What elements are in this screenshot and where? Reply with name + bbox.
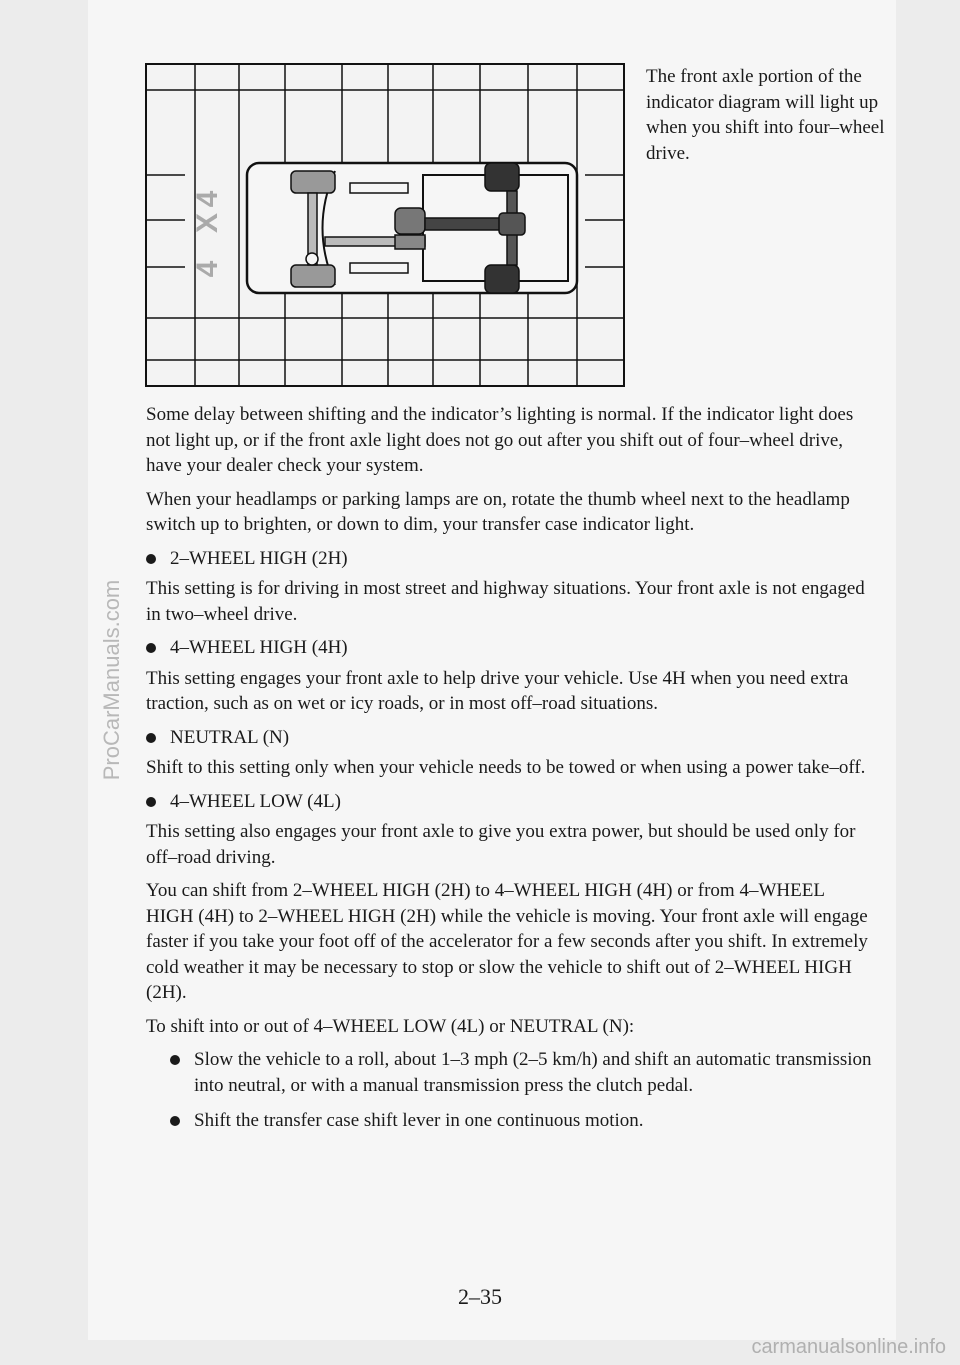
- label-char-top: 4: [191, 190, 224, 208]
- paragraph-steps-intro: To shift into or out of 4–WHEEL LOW (4L) or NEUTRAL (N):: [146, 1015, 635, 1037]
- step-text: Shift the transfer case shift lever in one continuous motion.: [194, 1110, 644, 1131]
- four-by-four-label: [191, 190, 224, 277]
- bullet-icon: [146, 554, 156, 564]
- front-right-wheel: [291, 265, 335, 287]
- bottom-watermark: carmanualsonline.info: [751, 1336, 946, 1358]
- diagram-caption: The front axle portion of the indicator diagram will light up when you shift into four–wheel drive.: [646, 66, 885, 164]
- setting-title-4l: [146, 789, 876, 815]
- transfer-case: [395, 208, 425, 234]
- body-text: [146, 402, 876, 1144]
- label-char-bottom: 4: [191, 260, 224, 278]
- paragraph-thumb-wheel: When your headlamps or parking lamps are on, rotate the thumb wheel next to the headlamp switch up to brighten, or down to dim, your transfer case indicator light.: [146, 488, 850, 535]
- paragraph-shifting-while-moving: You can shift from 2–WHEEL HIGH (2H) to 4–WHEEL HIGH (4H) or from 4–WHEEL HIGH (4H) to 2–WHEEL HIGH (2H) while the vehicle is moving. Your front axle will engage faster if you take your foot off of the accelerator for a few seconds after you shift. In extremely cold weather it may be necessary to stop or slow the vehicle to shift out of 2–WHEEL HIGH (2H).: [146, 880, 868, 1003]
- rear-right-wheel: [485, 265, 519, 293]
- setting-title-text: 4–WHEEL HIGH (4H): [170, 637, 348, 658]
- step-shift-lever: [170, 1108, 876, 1134]
- rear-left-wheel: [485, 163, 519, 191]
- setting-description-4h: This setting engages your front axle to help drive your vehicle. Use 4H when you need extra traction, such as on wet or icy roads, or in most off–road situations.: [146, 667, 849, 714]
- bullet-icon: [170, 1116, 180, 1126]
- bullet-icon: [146, 733, 156, 743]
- setting-title-2h: [146, 546, 876, 572]
- rear-differential: [499, 213, 525, 235]
- page-number: 2–35: [458, 1284, 502, 1309]
- bullet-icon: [170, 1055, 180, 1065]
- setting-description-neutral: Shift to this setting only when your vehicle needs to be towed or when using a power take–off.: [146, 757, 866, 778]
- setting-description-4l: This setting also engages your front axle to give you extra power, but should be used only for off–road driving.: [146, 821, 856, 868]
- front-left-wheel: [291, 171, 335, 193]
- bullet-icon: [146, 643, 156, 653]
- four-wheel-drive-indicator-diagram: [145, 63, 625, 387]
- bullet-icon: [146, 797, 156, 807]
- side-watermark: ProCarManuals.com: [99, 579, 124, 781]
- step-text: Slow the vehicle to a roll, about 1–3 mph (2–5 km/h) and shift an automatic transmission into neutral, or with a manual transmission press the clutch pedal.: [194, 1049, 872, 1096]
- setting-title-neutral: [146, 725, 876, 751]
- setting-title-4h: [146, 635, 876, 661]
- setting-title-text: NEUTRAL (N): [170, 726, 290, 748]
- setting-title-text: 2–WHEEL HIGH (2H): [170, 547, 348, 569]
- shift-steps-list: [170, 1047, 876, 1134]
- setting-description-2h: This setting is for driving in most street and highway situations. Your front axle is not engaged in two–wheel drive.: [146, 578, 865, 625]
- setting-title-text: 4–WHEEL LOW (4L): [170, 790, 341, 812]
- step-slow-vehicle: [170, 1047, 876, 1098]
- label-char-middle: X: [191, 212, 224, 234]
- paragraph-indicator-delay: Some delay between shifting and the indicator’s lighting is normal. If the indicator light does not light up, or if the front axle light does not go out after you shift out of four–wheel drive, have your dealer check your system.: [146, 404, 854, 476]
- drive-settings-list: [146, 546, 876, 871]
